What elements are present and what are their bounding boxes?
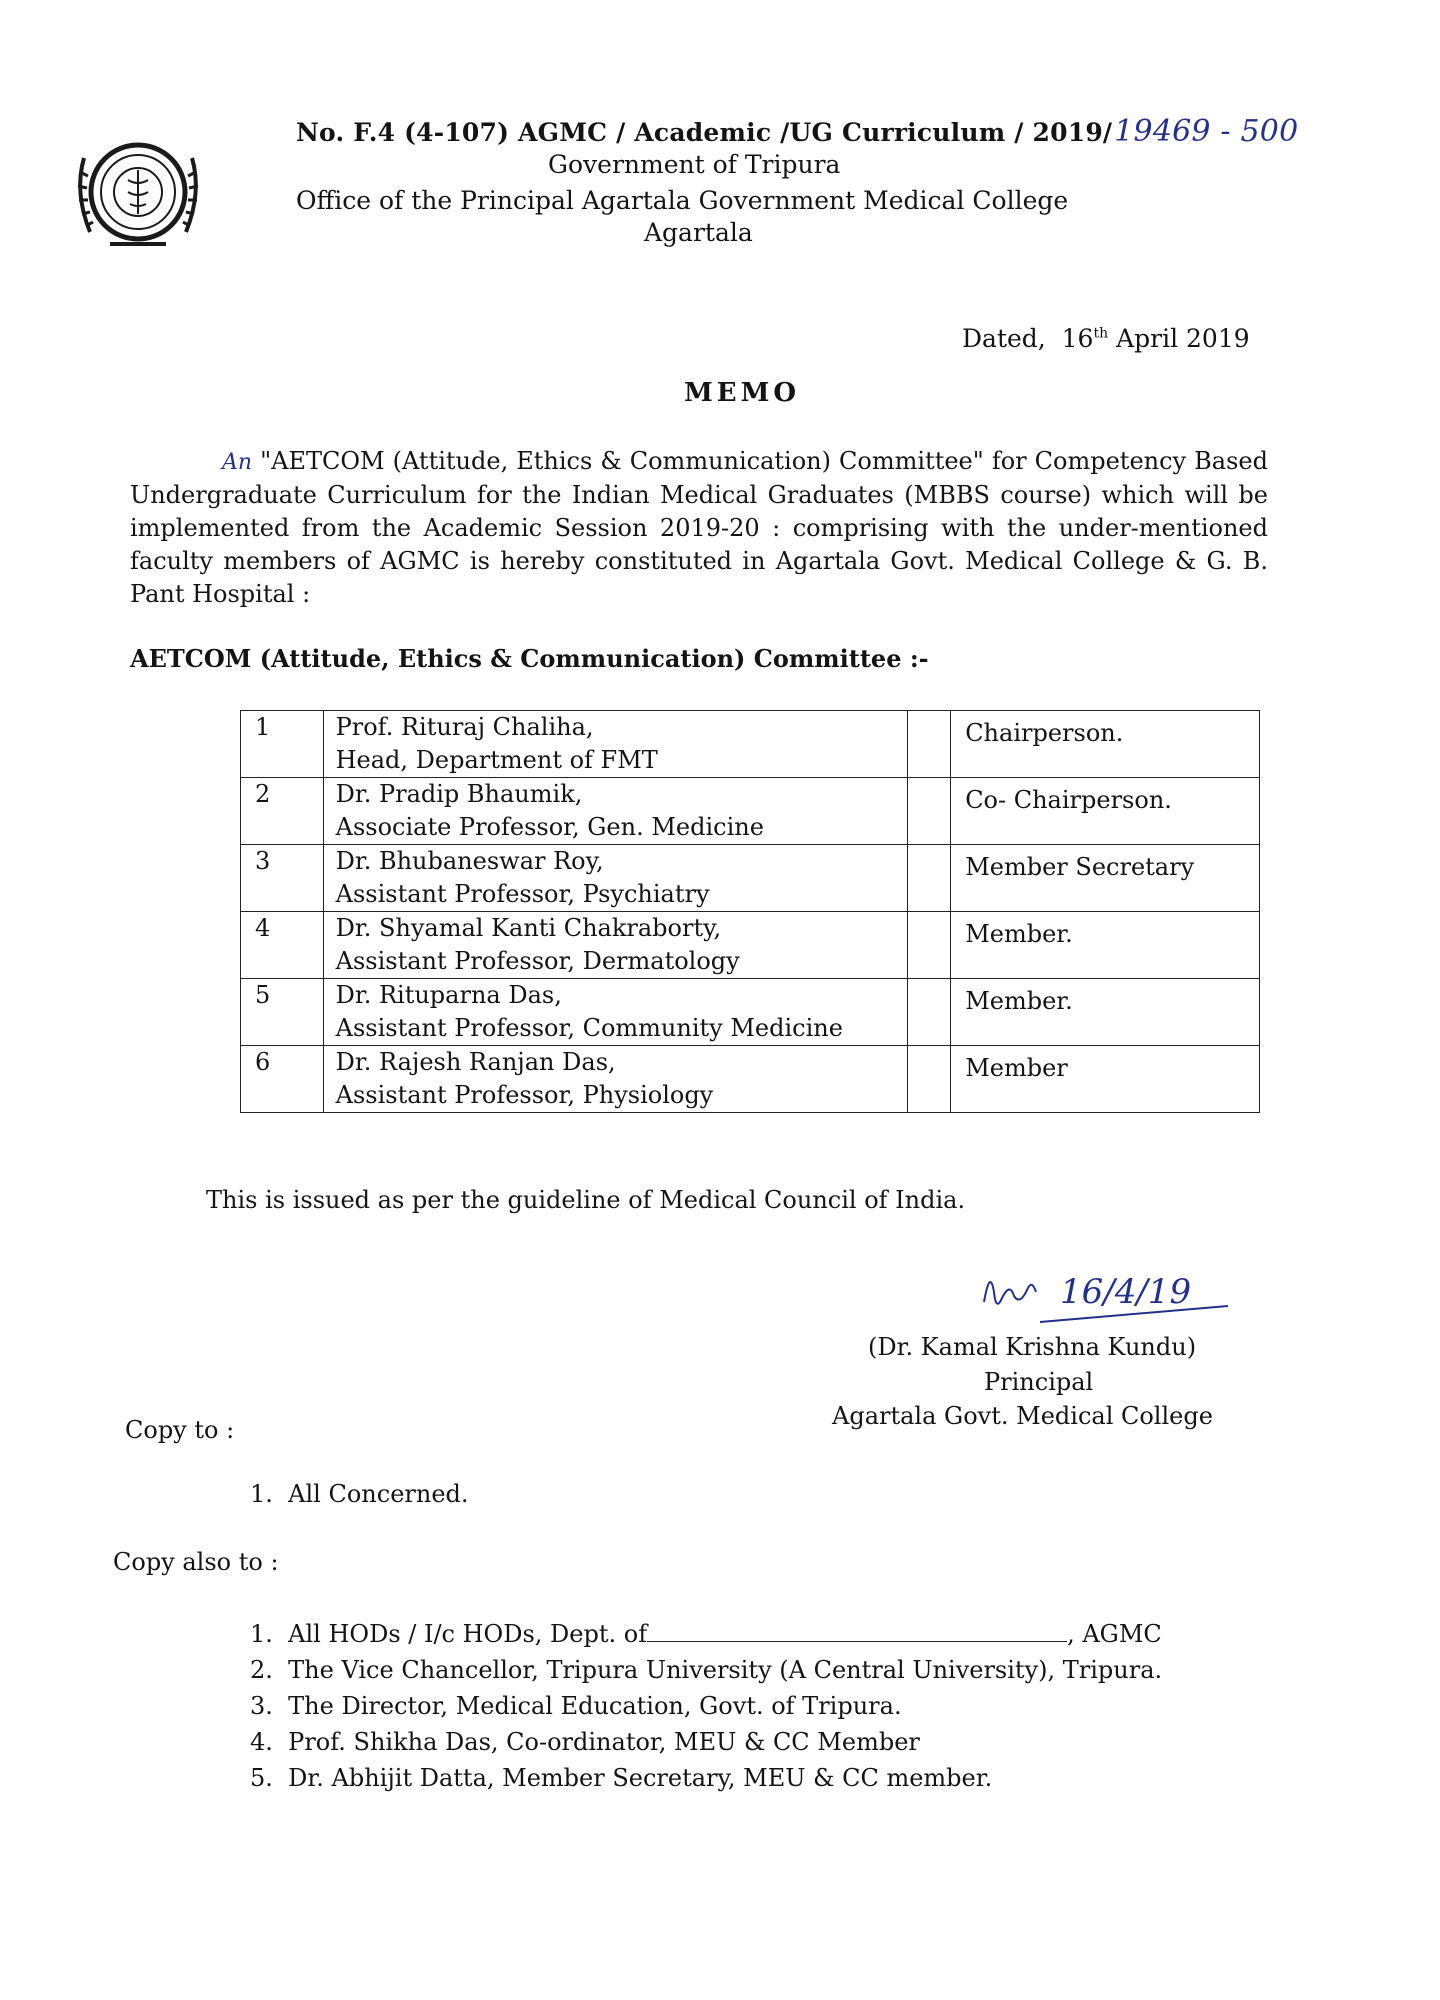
city-name: Agartala [644,218,753,247]
empty-cell [908,845,951,912]
empty-cell [908,1046,951,1113]
list-item: 1. All Concerned. [250,1480,469,1508]
copy-to-label: Copy to : [125,1416,235,1444]
committee-table [240,710,1260,1113]
memo-date: Dated, 16th April 2019 [962,324,1250,353]
memo-title: MEMO [684,378,801,408]
member-cell [323,778,908,845]
table-row [241,1046,1260,1113]
handwritten-reference: 19469 - 500 [1114,114,1299,149]
office-name: Office of the Principal Agartala Government Medical College [296,186,1069,215]
member-role: Chairperson. [951,711,1260,778]
member-cell [323,912,908,979]
member-name: Dr. Shyamal Kanti Chakraborty, [335,914,722,942]
member-designation: Head, Department of FMT [335,746,658,774]
empty-cell [908,912,951,979]
table-row [241,711,1260,778]
signatory-title: Principal [984,1368,1094,1396]
member-role: Member [951,1046,1260,1113]
member-name: Dr. Bhubaneswar Roy, [335,847,604,875]
member-cell [323,711,908,778]
table-row [241,778,1260,845]
member-name: Prof. Rituraj Chaliha, [335,713,594,741]
list-item: 1. All HODs / I/c HODs, Dept. of , AGMC [250,1620,1162,1648]
serial-number: 3 [241,845,324,912]
empty-cell [908,778,951,845]
blank-line [647,1621,1067,1642]
table-row [241,979,1260,1046]
empty-cell [908,979,951,1046]
empty-cell [908,711,951,778]
serial-number: 4 [241,912,324,979]
member-cell [323,845,908,912]
table-row [241,845,1260,912]
committee-heading: AETCOM (Attitude, Ethics & Communication) Committee :- [130,644,929,673]
serial-number: 1 [241,711,324,778]
member-cell [323,979,908,1046]
serial-number: 6 [241,1046,324,1113]
member-designation: Assistant Professor, Physiology [335,1081,714,1109]
member-designation: Associate Professor, Gen. Medicine [335,813,764,841]
signatory-org: Agartala Govt. Medical College [832,1402,1213,1430]
member-name: Dr. Rituparna Das, [335,981,562,1009]
serial-number: 2 [241,778,324,845]
member-name: Dr. Pradip Bhaumik, [335,780,583,808]
list-item: 4. Prof. Shikha Das, Co-ordinator, MEU & CC Member [250,1728,920,1756]
member-role: Member. [951,979,1260,1046]
college-seal-icon [70,128,206,256]
signatory-name: (Dr. Kamal Krishna Kundu) [868,1333,1197,1361]
serial-number: 5 [241,979,324,1046]
member-role: Member Secretary [951,845,1260,912]
intro-paragraph: An "AETCOM (Attitude, Ethics & Communication) Committee" for Competency Based Undergraduate Curriculum for the Indian Medical Graduates (MBBS course) which will be implemented from the Academic Session 2019-20 : comprising with the under-mentioned faculty members of AGMC is hereby constituted in Agartala Govt. Medical College & G. B. Pant Hospital : [130,447,1268,608]
member-cell [323,1046,908,1113]
list-item: 3. The Director, Medical Education, Govt. of Tripura. [250,1692,902,1720]
member-designation: Assistant Professor, Community Medicine [335,1014,843,1042]
member-role: Member. [951,912,1260,979]
member-name: Dr. Rajesh Ranjan Das, [335,1048,616,1076]
handwritten-article: An [222,450,253,475]
member-role: Co- Chairperson. [951,778,1260,845]
list-item: 5. Dr. Abhijit Datta, Member Secretary, MEU & CC member. [250,1764,993,1792]
member-designation: Assistant Professor, Psychiatry [335,880,710,908]
government-name: Government of Tripura [548,150,841,179]
reference-number: No. F.4 (4-107) AGMC / Academic /UG Curriculum / 2019/19469 - 500 [296,114,1299,149]
table-row [241,912,1260,979]
issued-note: This is issued as per the guideline of Medical Council of India. [206,1186,966,1214]
list-item: 2. The Vice Chancellor, Tripura University (A Central University), Tripura. [250,1656,1163,1684]
member-designation: Assistant Professor, Dermatology [335,947,740,975]
copy-also-to-label: Copy also to : [113,1548,279,1576]
